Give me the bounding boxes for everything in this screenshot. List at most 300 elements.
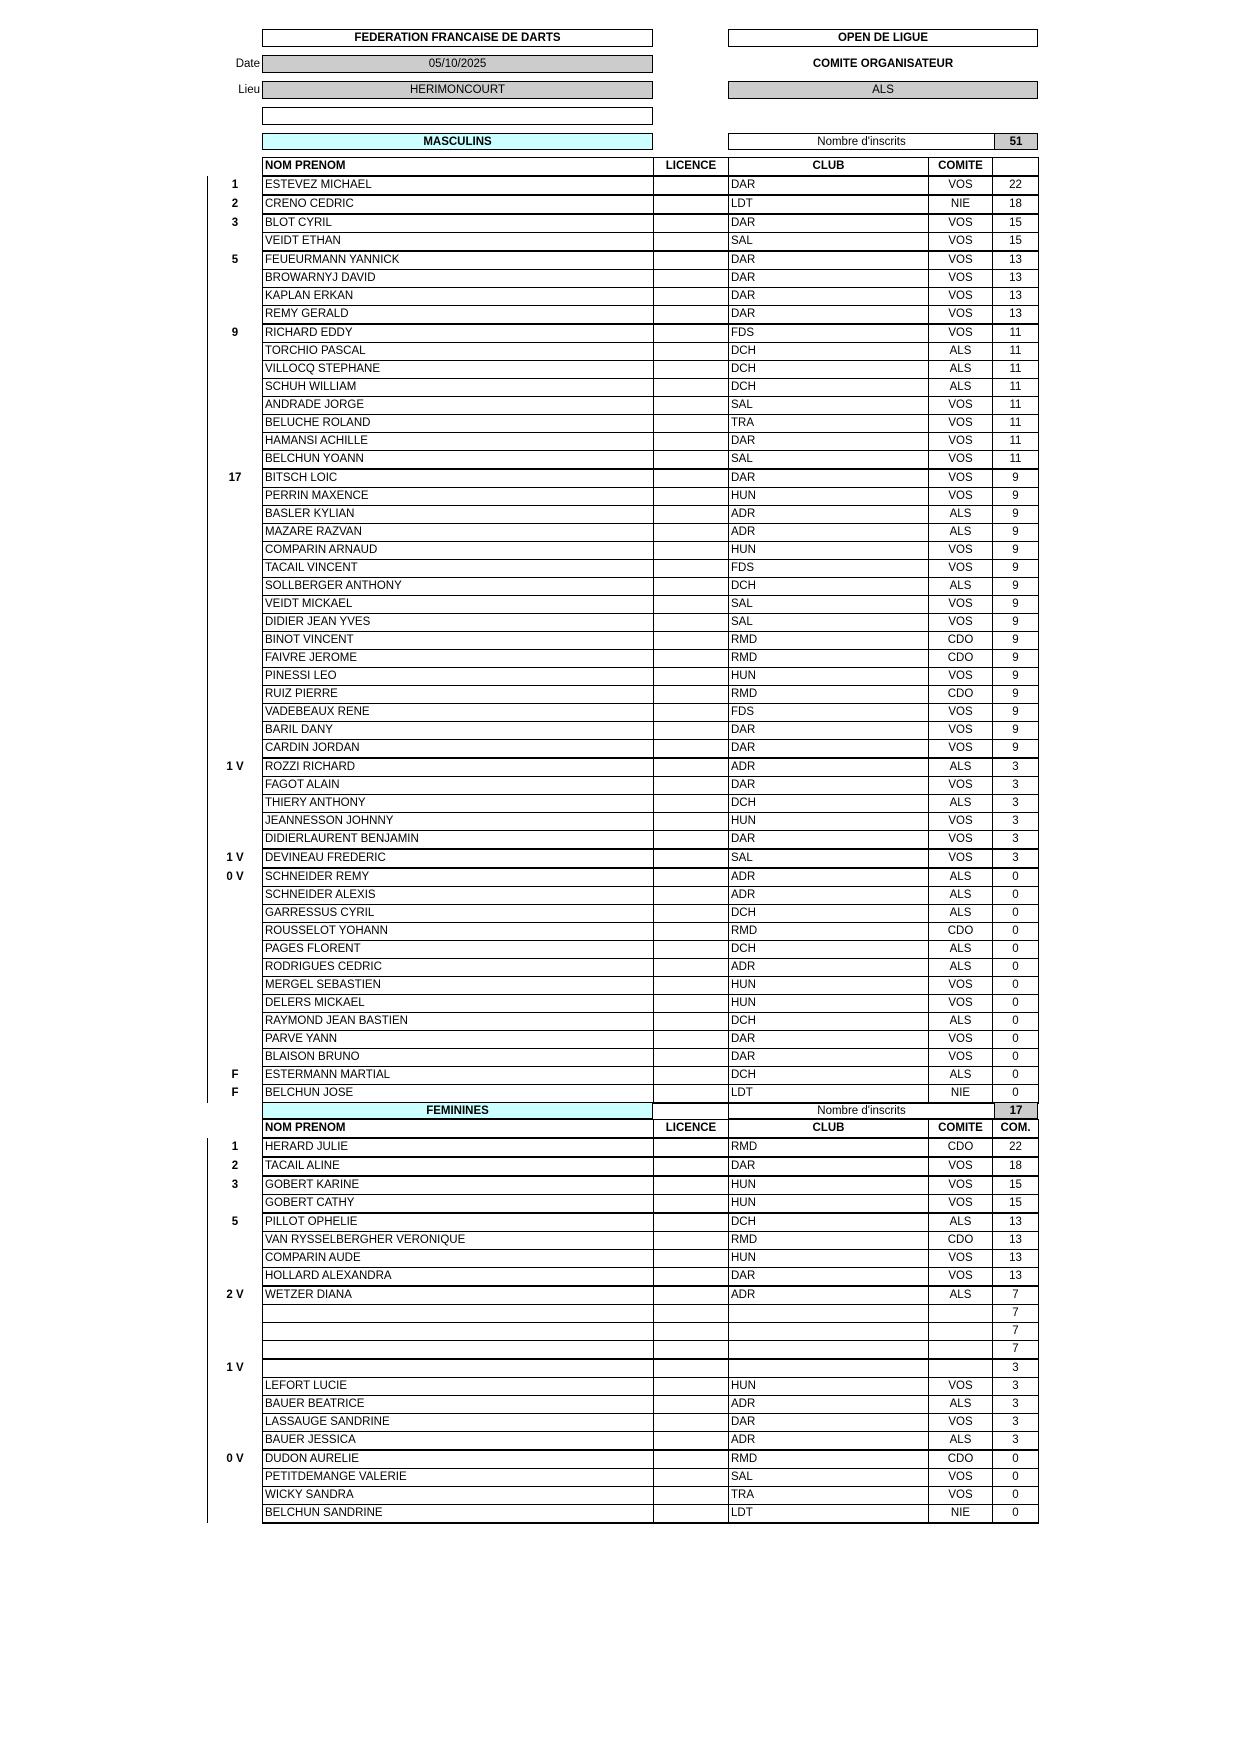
comite-cell: ALS	[929, 1213, 993, 1232]
table-row	[208, 849, 1039, 868]
club-cell: DCH	[729, 1013, 929, 1031]
comite-cell: CDO	[929, 1232, 993, 1250]
rank-cell	[208, 578, 263, 596]
lieu-value: HERIMONCOURT	[262, 81, 653, 99]
club-cell: RMD	[729, 1450, 929, 1469]
table-row	[208, 959, 1039, 977]
header-licence: LICENCE	[654, 158, 729, 177]
club-cell: DCH	[729, 361, 929, 379]
licence-cell	[654, 1138, 729, 1157]
rank-cell	[208, 1323, 263, 1341]
points-cell: 3	[993, 1396, 1039, 1414]
name-cell: ROUSSELOT YOHANN	[263, 923, 654, 941]
table-row	[208, 469, 1039, 488]
comite-cell: ALS	[929, 959, 993, 977]
name-cell: SCHNEIDER REMY	[263, 868, 654, 887]
club-cell: HUN	[729, 995, 929, 1013]
rank-cell	[208, 1250, 263, 1268]
comite-cell: VOS	[929, 704, 993, 722]
comite-cell: VOS	[929, 1157, 993, 1176]
men-header-row	[208, 158, 1039, 177]
comite-cell: ALS	[929, 887, 993, 905]
table-row	[208, 433, 1039, 451]
licence-cell	[654, 722, 729, 740]
table-row	[208, 1323, 1039, 1341]
table-row	[208, 379, 1039, 397]
club-cell: DAR	[729, 270, 929, 288]
rank-cell	[208, 722, 263, 740]
table-row	[208, 668, 1039, 686]
name-cell: RUIZ PIERRE	[263, 686, 654, 704]
name-cell: DIDIERLAURENT BENJAMIN	[263, 831, 654, 850]
comite-cell: ALS	[929, 1286, 993, 1305]
club-cell: RMD	[729, 1232, 929, 1250]
table-row	[208, 614, 1039, 632]
table-row	[208, 1085, 1039, 1104]
table-row	[208, 233, 1039, 252]
name-cell: FAGOT ALAIN	[263, 777, 654, 795]
comite-cell	[929, 1305, 993, 1323]
table-row	[208, 1414, 1039, 1432]
name-cell: JEANNESSON JOHNNY	[263, 813, 654, 831]
licence-cell	[654, 1232, 729, 1250]
club-cell: ADR	[729, 1396, 929, 1414]
rank-cell	[208, 905, 263, 923]
club-cell: FDS	[729, 560, 929, 578]
licence-cell	[654, 1157, 729, 1176]
name-cell: TACAIL ALINE	[263, 1157, 654, 1176]
club-cell: DAR	[729, 1268, 929, 1287]
licence-cell	[654, 1176, 729, 1195]
organizer-value: ALS	[728, 81, 1038, 99]
name-cell: ESTEVEZ MICHAEL	[263, 176, 654, 195]
licence-cell	[654, 1450, 729, 1469]
club-cell: HUN	[729, 813, 929, 831]
table-row	[208, 451, 1039, 470]
name-cell: BAUER BEATRICE	[263, 1396, 654, 1414]
rank-cell	[208, 887, 263, 905]
points-cell: 13	[993, 1268, 1039, 1287]
name-cell: RAYMOND JEAN BASTIEN	[263, 1013, 654, 1031]
points-cell: 0	[993, 1067, 1039, 1085]
table-row	[208, 1031, 1039, 1049]
points-cell: 3	[993, 758, 1039, 777]
comite-cell: ALS	[929, 941, 993, 959]
licence-cell	[654, 195, 729, 214]
header-points: COM.	[993, 1120, 1039, 1139]
header-comite: COMITE	[929, 158, 993, 177]
name-cell: BLAISON BRUNO	[263, 1049, 654, 1067]
club-cell: HUN	[729, 1176, 929, 1195]
table-row	[208, 1067, 1039, 1085]
comite-cell: VOS	[929, 288, 993, 306]
name-cell: WETZER DIANA	[263, 1286, 654, 1305]
club-cell: FDS	[729, 324, 929, 343]
rank-cell: 2	[208, 1157, 263, 1176]
club-cell: HUN	[729, 1250, 929, 1268]
club-cell: DCH	[729, 941, 929, 959]
licence-cell	[654, 941, 729, 959]
table-row	[208, 740, 1039, 759]
points-cell: 0	[993, 977, 1039, 995]
table-row	[208, 722, 1039, 740]
comite-cell: VOS	[929, 995, 993, 1013]
points-cell: 11	[993, 361, 1039, 379]
table-row	[208, 632, 1039, 650]
name-cell: RODRIGUES CEDRIC	[263, 959, 654, 977]
name-cell: PETITDEMANGE VALERIE	[263, 1469, 654, 1487]
licence-cell	[654, 1323, 729, 1341]
rank-cell	[208, 451, 263, 470]
points-cell: 0	[993, 1013, 1039, 1031]
licence-cell	[654, 1396, 729, 1414]
comite-cell: VOS	[929, 777, 993, 795]
men-results-table	[207, 157, 1039, 1104]
name-cell: CRENO CEDRIC	[263, 195, 654, 214]
comite-cell: ALS	[929, 905, 993, 923]
points-cell: 15	[993, 233, 1039, 252]
rank-cell	[208, 542, 263, 560]
club-cell: RMD	[729, 686, 929, 704]
points-cell: 11	[993, 324, 1039, 343]
licence-cell	[654, 740, 729, 759]
rank-cell	[208, 397, 263, 415]
table-row	[208, 1378, 1039, 1396]
rank-cell: 1 V	[208, 1359, 263, 1378]
comite-cell: VOS	[929, 451, 993, 470]
club-cell: RMD	[729, 632, 929, 650]
points-cell: 9	[993, 740, 1039, 759]
table-row	[208, 488, 1039, 506]
licence-cell	[654, 578, 729, 596]
licence-cell	[654, 1031, 729, 1049]
licence-cell	[654, 1359, 729, 1378]
club-cell: DAR	[729, 288, 929, 306]
table-row	[208, 1487, 1039, 1505]
licence-cell	[654, 361, 729, 379]
name-cell	[263, 1305, 654, 1323]
rank-cell	[208, 1487, 263, 1505]
name-cell: COMPARIN AUDE	[263, 1250, 654, 1268]
table-row	[208, 542, 1039, 560]
name-cell: DUDON AURELIE	[263, 1450, 654, 1469]
comite-cell: ALS	[929, 758, 993, 777]
header-rank-blank	[208, 158, 263, 177]
comite-cell: ALS	[929, 795, 993, 813]
points-cell: 15	[993, 1195, 1039, 1214]
rank-cell: 3	[208, 214, 263, 233]
points-cell: 7	[993, 1305, 1039, 1323]
club-cell: SAL	[729, 849, 929, 868]
licence-cell	[654, 1469, 729, 1487]
club-cell: DAR	[729, 251, 929, 270]
table-row	[208, 795, 1039, 813]
rank-cell	[208, 941, 263, 959]
name-cell: BARIL DANY	[263, 722, 654, 740]
club-cell: ADR	[729, 506, 929, 524]
licence-cell	[654, 614, 729, 632]
name-cell: BELCHUN YOANN	[263, 451, 654, 470]
table-row	[208, 777, 1039, 795]
rank-cell: 5	[208, 1213, 263, 1232]
name-cell: VADEBEAUX RENE	[263, 704, 654, 722]
comite-cell: ALS	[929, 1396, 993, 1414]
rank-cell: 2 V	[208, 1286, 263, 1305]
club-cell	[729, 1341, 929, 1360]
header-licence: LICENCE	[654, 1120, 729, 1139]
comite-cell: VOS	[929, 433, 993, 451]
name-cell: BITSCH LOIC	[263, 469, 654, 488]
licence-cell	[654, 1487, 729, 1505]
name-cell: GOBERT KARINE	[263, 1176, 654, 1195]
points-cell: 3	[993, 1359, 1039, 1378]
name-cell: PERRIN MAXENCE	[263, 488, 654, 506]
name-cell: VILLOCQ STEPHANE	[263, 361, 654, 379]
table-row	[208, 1286, 1039, 1305]
club-cell: ADR	[729, 959, 929, 977]
table-row	[208, 343, 1039, 361]
comite-cell: CDO	[929, 686, 993, 704]
comite-cell: NIE	[929, 195, 993, 214]
name-cell: GARRESSUS CYRIL	[263, 905, 654, 923]
points-cell: 7	[993, 1323, 1039, 1341]
club-cell: DCH	[729, 1067, 929, 1085]
rank-cell	[208, 1268, 263, 1287]
points-cell: 13	[993, 1250, 1039, 1268]
women-header-row	[208, 1120, 1039, 1139]
club-cell: SAL	[729, 614, 929, 632]
rank-cell	[208, 288, 263, 306]
licence-cell	[654, 813, 729, 831]
table-row	[208, 1469, 1039, 1487]
name-cell: BELUCHE ROLAND	[263, 415, 654, 433]
points-cell: 13	[993, 306, 1039, 325]
comite-cell: VOS	[929, 1469, 993, 1487]
points-cell: 3	[993, 1378, 1039, 1396]
comite-cell: VOS	[929, 214, 993, 233]
rank-cell: 17	[208, 469, 263, 488]
name-cell: GOBERT CATHY	[263, 1195, 654, 1214]
comite-cell: ALS	[929, 361, 993, 379]
points-cell: 13	[993, 270, 1039, 288]
comite-cell: VOS	[929, 596, 993, 614]
header-name: NOM PRENOM	[263, 1120, 654, 1139]
points-cell: 9	[993, 596, 1039, 614]
rank-cell	[208, 379, 263, 397]
licence-cell	[654, 1432, 729, 1451]
club-cell: ADR	[729, 758, 929, 777]
licence-cell	[654, 596, 729, 614]
table-row	[208, 1138, 1039, 1157]
name-cell: BROWARNYJ DAVID	[263, 270, 654, 288]
comite-cell: VOS	[929, 560, 993, 578]
points-cell: 0	[993, 1505, 1039, 1524]
club-cell: DCH	[729, 795, 929, 813]
licence-cell	[654, 1305, 729, 1323]
rank-cell	[208, 1232, 263, 1250]
rank-cell	[208, 795, 263, 813]
name-cell: BAUER JESSICA	[263, 1432, 654, 1451]
licence-cell	[654, 777, 729, 795]
points-cell: 18	[993, 195, 1039, 214]
header-club: CLUB	[729, 1120, 929, 1139]
name-cell: VEIDT ETHAN	[263, 233, 654, 252]
rank-cell: 0 V	[208, 1450, 263, 1469]
licence-cell	[654, 1085, 729, 1104]
points-cell: 11	[993, 451, 1039, 470]
licence-cell	[654, 1378, 729, 1396]
name-cell: BASLER KYLIAN	[263, 506, 654, 524]
rank-cell	[208, 343, 263, 361]
men-section-title: MASCULINS	[262, 133, 653, 150]
table-row	[208, 1157, 1039, 1176]
name-cell: HAMANSI ACHILLE	[263, 433, 654, 451]
women-count-value: 17	[994, 1102, 1038, 1119]
points-cell: 9	[993, 650, 1039, 668]
comite-cell: VOS	[929, 1378, 993, 1396]
rank-cell	[208, 1013, 263, 1031]
comite-cell: VOS	[929, 614, 993, 632]
club-cell: SAL	[729, 451, 929, 470]
rank-cell: 0 V	[208, 868, 263, 887]
comite-cell: VOS	[929, 722, 993, 740]
licence-cell	[654, 831, 729, 850]
club-cell: DAR	[729, 1157, 929, 1176]
rank-cell	[208, 686, 263, 704]
event-title: OPEN DE LIGUE	[728, 29, 1038, 47]
club-cell: DAR	[729, 1049, 929, 1067]
points-cell: 0	[993, 1049, 1039, 1067]
table-row	[208, 251, 1039, 270]
name-cell: LASSAUGE SANDRINE	[263, 1414, 654, 1432]
points-cell: 0	[993, 959, 1039, 977]
points-cell: 9	[993, 488, 1039, 506]
comite-cell: VOS	[929, 415, 993, 433]
club-cell: HUN	[729, 1195, 929, 1214]
club-cell: SAL	[729, 596, 929, 614]
comite-cell: VOS	[929, 251, 993, 270]
points-cell: 11	[993, 343, 1039, 361]
comite-cell: VOS	[929, 1195, 993, 1214]
rank-cell: F	[208, 1085, 263, 1104]
points-cell: 7	[993, 1286, 1039, 1305]
comite-cell: ALS	[929, 868, 993, 887]
rank-cell	[208, 740, 263, 759]
name-cell: LEFORT LUCIE	[263, 1378, 654, 1396]
name-cell: SCHNEIDER ALEXIS	[263, 887, 654, 905]
points-cell: 0	[993, 1031, 1039, 1049]
rank-cell	[208, 1031, 263, 1049]
empty-field	[262, 107, 653, 125]
rank-cell	[208, 433, 263, 451]
name-cell: BELCHUN JOSE	[263, 1085, 654, 1104]
rank-cell	[208, 270, 263, 288]
points-cell: 11	[993, 397, 1039, 415]
name-cell: SOLLBERGER ANTHONY	[263, 578, 654, 596]
comite-cell: VOS	[929, 1414, 993, 1432]
rank-cell	[208, 632, 263, 650]
name-cell	[263, 1341, 654, 1360]
comite-cell: VOS	[929, 488, 993, 506]
points-cell: 11	[993, 415, 1039, 433]
points-cell: 3	[993, 849, 1039, 868]
table-row	[208, 813, 1039, 831]
points-cell: 3	[993, 1432, 1039, 1451]
rank-cell	[208, 1432, 263, 1451]
name-cell: BINOT VINCENT	[263, 632, 654, 650]
club-cell: DAR	[729, 433, 929, 451]
licence-cell	[654, 995, 729, 1013]
club-cell: LDT	[729, 195, 929, 214]
rank-cell	[208, 524, 263, 542]
licence-cell	[654, 488, 729, 506]
name-cell	[263, 1359, 654, 1378]
club-cell: TRA	[729, 1487, 929, 1505]
table-row	[208, 941, 1039, 959]
table-row	[208, 1305, 1039, 1323]
name-cell: THIERY ANTHONY	[263, 795, 654, 813]
rank-cell	[208, 1396, 263, 1414]
club-cell: DAR	[729, 1031, 929, 1049]
points-cell: 3	[993, 1414, 1039, 1432]
rank-cell	[208, 1195, 263, 1214]
licence-cell	[654, 795, 729, 813]
name-cell: RICHARD EDDY	[263, 324, 654, 343]
points-cell: 15	[993, 214, 1039, 233]
name-cell: BELCHUN SANDRINE	[263, 1505, 654, 1524]
rank-cell	[208, 361, 263, 379]
licence-cell	[654, 704, 729, 722]
comite-cell: VOS	[929, 849, 993, 868]
club-cell: DCH	[729, 578, 929, 596]
points-cell: 0	[993, 923, 1039, 941]
name-cell: PARVE YANN	[263, 1031, 654, 1049]
club-cell: DCH	[729, 379, 929, 397]
comite-cell: CDO	[929, 1138, 993, 1157]
table-row	[208, 288, 1039, 306]
club-cell: DAR	[729, 306, 929, 325]
licence-cell	[654, 251, 729, 270]
name-cell: TORCHIO PASCAL	[263, 343, 654, 361]
licence-cell	[654, 379, 729, 397]
men-count-label: Nombre d'inscrits	[728, 133, 995, 150]
rank-cell: 1 V	[208, 758, 263, 777]
name-cell: ANDRADE JORGE	[263, 397, 654, 415]
points-cell: 3	[993, 795, 1039, 813]
club-cell: DAR	[729, 777, 929, 795]
rank-cell	[208, 506, 263, 524]
name-cell: DIDIER JEAN YVES	[263, 614, 654, 632]
comite-cell: VOS	[929, 176, 993, 195]
comite-cell: VOS	[929, 668, 993, 686]
women-results-table	[207, 1119, 1039, 1524]
comite-cell	[929, 1341, 993, 1360]
table-row	[208, 905, 1039, 923]
name-cell: MERGEL SEBASTIEN	[263, 977, 654, 995]
rank-cell	[208, 560, 263, 578]
licence-cell	[654, 632, 729, 650]
points-cell: 9	[993, 614, 1039, 632]
comite-cell: ALS	[929, 1432, 993, 1451]
points-cell: 11	[993, 433, 1039, 451]
name-cell: VEIDT MICKAEL	[263, 596, 654, 614]
licence-cell	[654, 1067, 729, 1085]
name-cell: MAZARE RAZVAN	[263, 524, 654, 542]
licence-cell	[654, 560, 729, 578]
rank-cell	[208, 306, 263, 325]
federation-title: FEDERATION FRANCAISE DE DARTS	[262, 29, 653, 47]
comite-cell: VOS	[929, 740, 993, 759]
